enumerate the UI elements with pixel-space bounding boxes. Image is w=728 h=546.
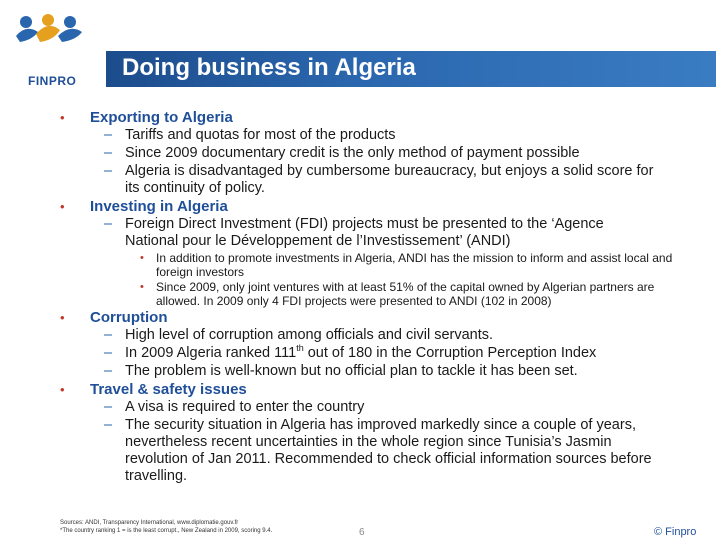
footer-sources-line: Sources: ANDI, Transparency International, www.diplomatie.gouv.fr	[60, 520, 239, 526]
footer-sources	[60, 519, 272, 535]
dash-icon: –	[104, 345, 113, 361]
logo-text: FINPRO	[28, 74, 77, 88]
dash-icon: –	[104, 399, 113, 415]
list-item: – A visa is required to enter the country	[104, 399, 365, 415]
slide-content	[0, 108, 728, 486]
list-item: – High level of corruption among officials and civil servants.	[104, 327, 494, 343]
sub-list-item: • In addition to promote investments in Algeria, ANDI has the mission to inform and assist local and foreign investors	[140, 251, 673, 279]
bullet-icon: •	[140, 281, 144, 293]
section-heading: • Investing in Algeria	[60, 198, 228, 215]
list-item: – Algeria is disadvantaged by cumbersome bureaucracy, but enjoys a solid score for its continuity of policy.	[104, 163, 654, 196]
list-item: – The problem is well-known but no official plan to tackle it has been set.	[104, 363, 578, 379]
list-item: – In 2009 Algeria ranked 111th out of 180 in the Corruption Perception Index	[104, 343, 597, 361]
dash-icon: –	[104, 327, 113, 343]
copyright: © Finpro	[654, 526, 697, 538]
list-item: – Tariffs and quotas for most of the products	[104, 127, 396, 143]
sub-list-item: • Since 2009, only joint ventures with at least 51% of the capital owned by Algerian partners are allowed. In 2009 only 4 FDI projects were presented to ANDI (102 in 2008)	[140, 280, 655, 308]
bullet-icon: •	[60, 382, 65, 397]
footer-sources-line: *The country ranking 1 = is the least corrupt., New Zealand in 2009, scoring 9.4.	[60, 528, 273, 534]
finpro-logo-graphic	[12, 10, 104, 66]
list-item: – The security situation in Algeria has improved markedly since a couple of years, nevertheless recent uncertainties in the whole region since Tunisia’s Jasmin revolution of Jan 2011. Recommended to check official information sources before travelling.	[104, 417, 652, 484]
dash-icon: –	[104, 363, 113, 379]
dash-icon: –	[104, 216, 113, 232]
finpro-logo	[12, 10, 104, 88]
section-heading: • Exporting to Algeria	[60, 109, 233, 126]
dash-icon: –	[104, 127, 113, 143]
section-heading: • Corruption	[60, 309, 168, 326]
bullet-icon: •	[60, 199, 65, 214]
bullet-icon: •	[60, 110, 65, 125]
page-number: 6	[359, 527, 365, 538]
rank-superscript: th	[296, 343, 304, 354]
section-heading: • Travel & safety issues	[60, 381, 247, 398]
dash-icon: –	[104, 145, 113, 161]
list-item: – Since 2009 documentary credit is the only method of payment possible	[104, 145, 580, 161]
dash-icon: –	[104, 417, 113, 433]
bullet-icon: •	[140, 252, 144, 264]
bullet-icon: •	[60, 310, 65, 325]
slide-title: Doing business in Algeria	[122, 54, 416, 81]
dash-icon: –	[104, 163, 113, 179]
list-item: – Foreign Direct Investment (FDI) projects must be presented to the ‘Agence National pour le Développement de l’Investissement’ (ANDI)	[104, 216, 604, 249]
